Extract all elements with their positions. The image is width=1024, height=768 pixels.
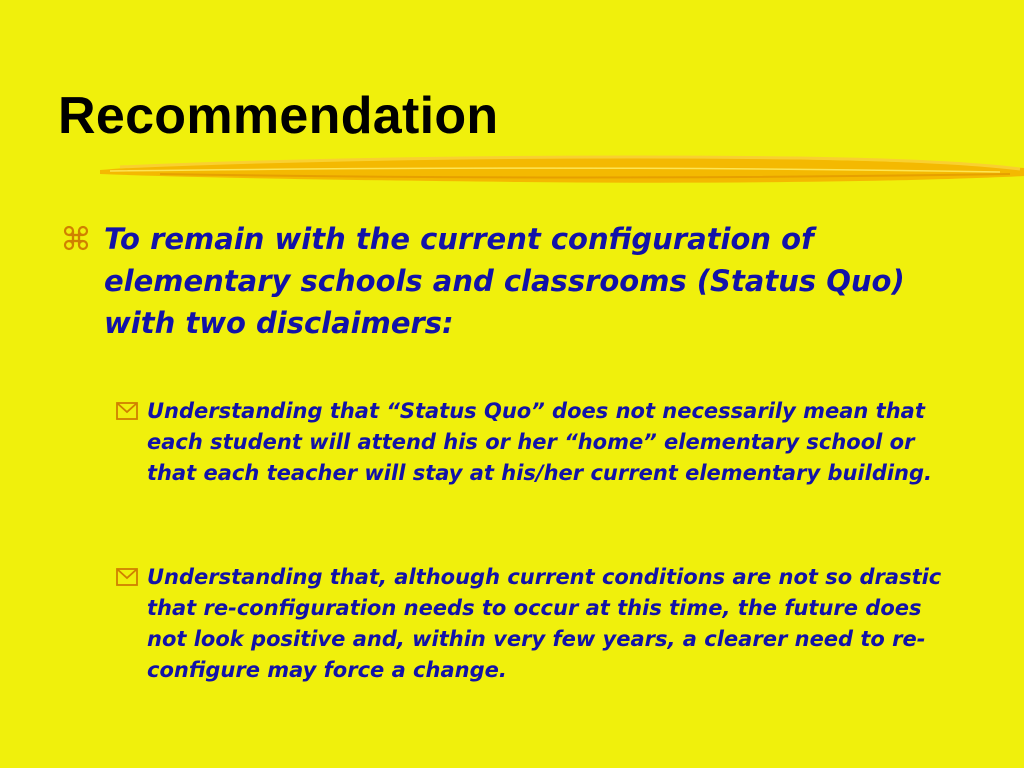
title-underline-brush-stroke [100,148,1024,190]
sub-bullet-1-text: Understanding that “Status Quo” does not necessarily mean that each student will attend his or her “home” elementary school or that each teacher will stay at his/her current elementary building. [147,399,933,485]
slide-title: Recommendation [58,87,499,145]
command-key-icon [62,224,90,252]
main-bullet [62,218,962,344]
envelope-icon [116,568,138,586]
sub-bullet-2 [116,562,946,686]
sub-bullet-1 [116,396,946,489]
main-bullet-text: To remain with the current configuration of elementary schools and classrooms (Status Quo) with two disclaimers: [104,222,905,340]
sub-bullet-2-text: Understanding that, although current conditions are not so drastic that re-configuration needs to occur at this time, the future does not look positive and, within very few years, a clearer need to re-configure may force a change. [147,565,942,682]
envelope-icon [116,402,138,420]
